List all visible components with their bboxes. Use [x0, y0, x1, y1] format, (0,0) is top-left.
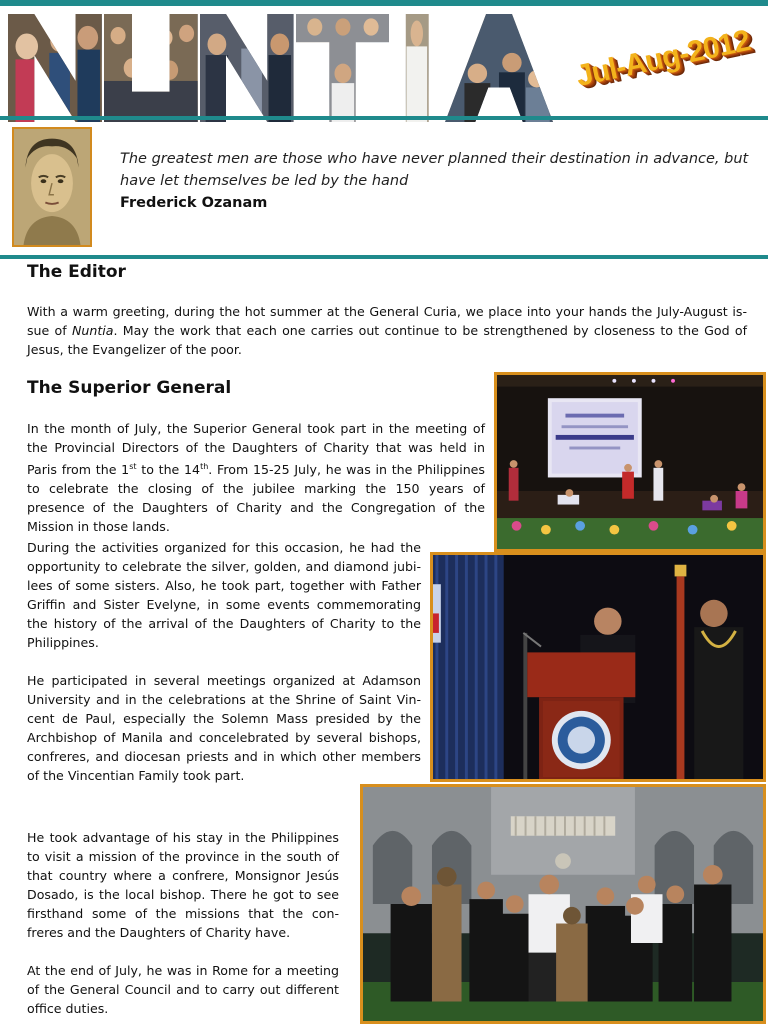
quote-author: Frederick Ozanam — [120, 195, 268, 211]
masthead-letter-a — [445, 14, 553, 122]
editor-paragraph: With a warm greeting, during the hot summer at the General Curia, we place into your hands the July-August is-sue of Nuntia. May the work that each one carries out continue to be strengthened by closeness to the God of Jesus, the Evangelizer of the poor. — [27, 304, 748, 357]
superior-general-paragraph-2: During the activities organized for this occasion, he had the opportunity to celebrate the silver, golden, and diamond jubi-lees of some sisters. Also, he took part, together with Father Griffin and Sister Evelyne, in some events commemorating the history of the arrival of the Daughters of Charity to the Philippines. — [27, 540, 421, 650]
ozanam-portrait — [12, 127, 92, 247]
podium-speech-photo — [430, 552, 766, 782]
superior-general-heading: The Superior General — [27, 378, 232, 398]
masthead-letter-u — [104, 14, 198, 122]
masthead — [0, 0, 768, 122]
masthead-title — [8, 14, 553, 122]
masthead-letter-t — [296, 14, 390, 122]
superior-general-paragraph-1: In the month of July, the Superior General took part in the meeting of the Provincial Directors of the Daughters of Charity that was held in Paris from the 1st to the 14th. From 15-25 July, he was in the Philippines to celebrate the closing of the jubilee marking the 150 years of presence of the Daughters of Charity and the Congregation of the Mission in those lands. — [27, 421, 485, 535]
masthead-letter-n — [8, 14, 102, 122]
superior-general-paragraph-3: He participated in several meetings organized at Adamson University and in the celebrations at the Shrine of Saint Vin-cent de Paul, especially the Solemn Mass presided by the Archbishop of Manila and concelebrated by several bishops, confreres, and diocesan priests and in which other members of the Vincentian Family took part. — [27, 673, 421, 783]
editor-heading: The Editor — [27, 262, 126, 282]
quote-text: The greatest men are those who have never planned their destination in advance, but have let themselves be led by the hand — [120, 151, 749, 189]
quote-section — [0, 122, 768, 255]
superior-general-paragraph-4: He took advantage of his stay in the Philippines to visit a mission of the province in the south of that country where a confrere, Monsignor Jesús Dosado, is the local bishop. There he got to see firsthand some of the missions that the con-freres and the Daughters of Charity have. — [27, 830, 339, 940]
stage-performance-photo — [494, 372, 766, 552]
issue-date: Jul-Aug-2012 — [573, 24, 753, 93]
divider-rule-2 — [0, 255, 768, 259]
superior-general-paragraph-5: At the end of July, he was in Rome for a meeting of the General Council and to carry out different office duties. — [27, 963, 339, 1016]
divider-rule — [0, 116, 768, 120]
group-photo — [360, 784, 766, 1024]
masthead-letter-n-2 — [200, 14, 294, 122]
masthead-letter-i — [391, 14, 443, 122]
